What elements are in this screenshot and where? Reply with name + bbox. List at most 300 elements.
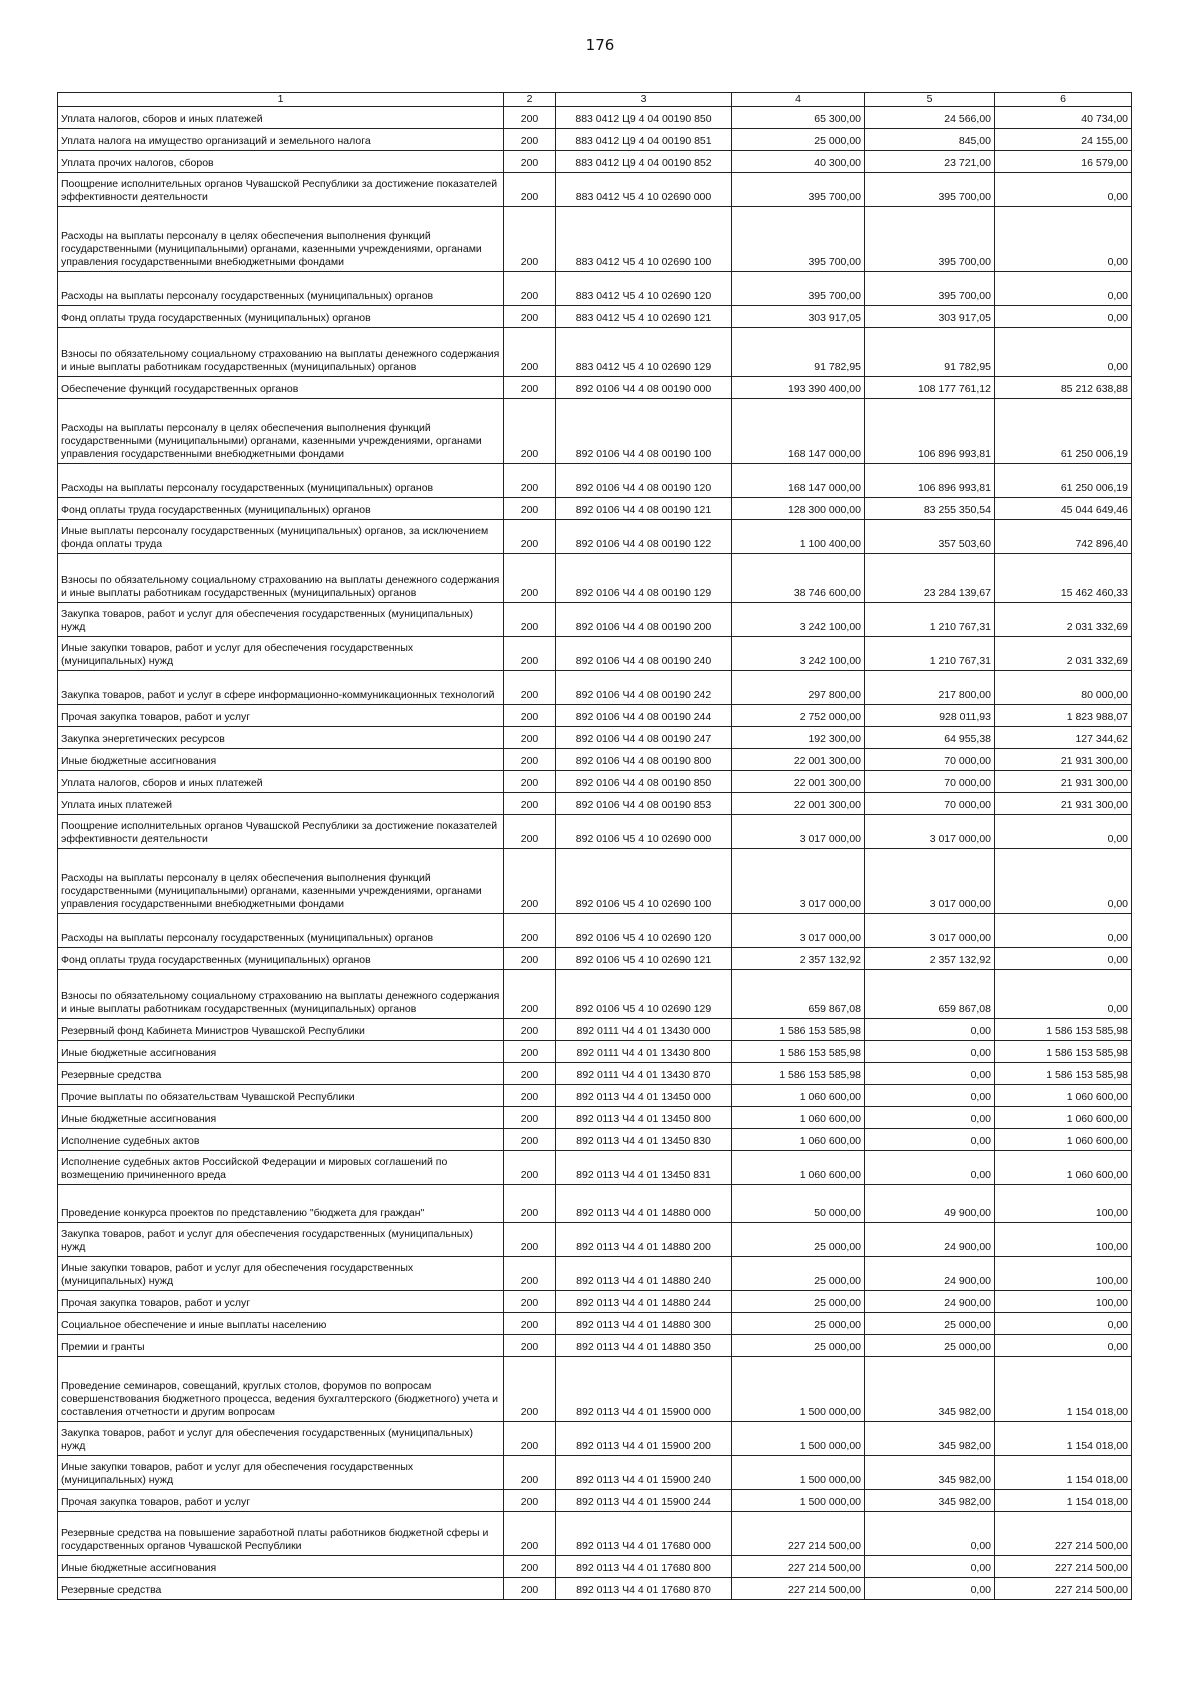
row-executed-amount: 3 017 000,00 — [865, 849, 995, 914]
row-line-code: 200 — [504, 1490, 556, 1512]
table-row — [58, 727, 1132, 749]
row-approved-amount: 2 357 132,92 — [732, 948, 865, 970]
row-name: Прочая закупка товаров, работ и услуг — [58, 1291, 504, 1313]
row-line-code: 200 — [504, 793, 556, 815]
row-unexecuted-amount: 24 155,00 — [995, 129, 1132, 151]
row-name: Резервные средства — [58, 1578, 504, 1600]
row-budget-classification: 892 0106 Ч4 4 08 00190 240 — [556, 637, 732, 671]
row-executed-amount: 345 982,00 — [865, 1490, 995, 1512]
row-budget-classification: 892 0106 Ч5 4 10 02690 121 — [556, 948, 732, 970]
row-budget-classification: 883 0412 Ц9 4 04 00190 852 — [556, 151, 732, 173]
row-budget-classification: 892 0111 Ч4 4 01 13430 800 — [556, 1041, 732, 1063]
row-executed-amount: 3 017 000,00 — [865, 914, 995, 948]
row-executed-amount: 345 982,00 — [865, 1422, 995, 1456]
row-approved-amount: 25 000,00 — [732, 129, 865, 151]
table-row — [58, 1512, 1132, 1556]
row-budget-classification: 883 0412 Ц9 4 04 00190 850 — [556, 107, 732, 129]
row-budget-classification: 892 0113 Ч4 4 01 14880 350 — [556, 1335, 732, 1357]
row-executed-amount: 0,00 — [865, 1129, 995, 1151]
row-approved-amount: 227 214 500,00 — [732, 1578, 865, 1600]
row-name: Иные бюджетные ассигнования — [58, 1556, 504, 1578]
row-budget-classification: 883 0412 Ч5 4 10 02690 120 — [556, 272, 732, 306]
row-unexecuted-amount: 1 154 018,00 — [995, 1357, 1132, 1422]
row-name: Уплата прочих налогов, сборов — [58, 151, 504, 173]
row-executed-amount: 2 357 132,92 — [865, 948, 995, 970]
row-approved-amount: 1 060 600,00 — [732, 1107, 865, 1129]
row-approved-amount: 168 147 000,00 — [732, 399, 865, 464]
row-budget-classification: 892 0106 Ч4 4 08 00190 200 — [556, 603, 732, 637]
row-unexecuted-amount: 1 060 600,00 — [995, 1129, 1132, 1151]
row-name: Взносы по обязательному социальному страхованию на выплаты денежного содержания и иные выплаты работникам государственных (муниципальных) органов — [58, 328, 504, 377]
row-executed-amount: 928 011,93 — [865, 705, 995, 727]
row-budget-classification: 892 0106 Ч4 4 08 00190 121 — [556, 498, 732, 520]
row-executed-amount: 83 255 350,54 — [865, 498, 995, 520]
row-approved-amount: 38 746 600,00 — [732, 554, 865, 603]
row-approved-amount: 3 242 100,00 — [732, 637, 865, 671]
row-approved-amount: 25 000,00 — [732, 1223, 865, 1257]
row-unexecuted-amount: 100,00 — [995, 1223, 1132, 1257]
row-executed-amount: 23 721,00 — [865, 151, 995, 173]
row-unexecuted-amount: 0,00 — [995, 815, 1132, 849]
row-line-code: 200 — [504, 1578, 556, 1600]
row-line-code: 200 — [504, 1129, 556, 1151]
row-approved-amount: 303 917,05 — [732, 306, 865, 328]
row-approved-amount: 40 300,00 — [732, 151, 865, 173]
table-row — [58, 498, 1132, 520]
row-line-code: 200 — [504, 749, 556, 771]
row-line-code: 200 — [504, 1512, 556, 1556]
row-budget-classification: 883 0412 Ц9 4 04 00190 851 — [556, 129, 732, 151]
row-executed-amount: 25 000,00 — [865, 1313, 995, 1335]
row-line-code: 200 — [504, 603, 556, 637]
row-unexecuted-amount: 15 462 460,33 — [995, 554, 1132, 603]
row-executed-amount: 395 700,00 — [865, 272, 995, 306]
row-unexecuted-amount: 21 931 300,00 — [995, 749, 1132, 771]
row-unexecuted-amount: 1 060 600,00 — [995, 1151, 1132, 1185]
row-name: Поощрение исполнительных органов Чувашской Республики за достижение показателей эффективности деятельности — [58, 815, 504, 849]
row-name: Исполнение судебных актов Российской Федерации и мировых соглашений по возмещению причиненного вреда — [58, 1151, 504, 1185]
page-number: 176 — [585, 36, 615, 54]
column-number-1: 1 — [58, 93, 504, 107]
row-unexecuted-amount: 1 154 018,00 — [995, 1490, 1132, 1512]
table-row — [58, 914, 1132, 948]
row-line-code: 200 — [504, 1151, 556, 1185]
row-executed-amount: 3 017 000,00 — [865, 815, 995, 849]
table-row — [58, 603, 1132, 637]
row-budget-classification: 883 0412 Ч5 4 10 02690 000 — [556, 173, 732, 207]
row-unexecuted-amount: 16 579,00 — [995, 151, 1132, 173]
row-approved-amount: 192 300,00 — [732, 727, 865, 749]
row-budget-classification: 892 0113 Ч4 4 01 14880 000 — [556, 1185, 732, 1223]
row-approved-amount: 297 800,00 — [732, 671, 865, 705]
row-line-code: 200 — [504, 1085, 556, 1107]
row-budget-classification: 892 0106 Ч4 4 08 00190 100 — [556, 399, 732, 464]
row-budget-classification: 883 0412 Ч5 4 10 02690 121 — [556, 306, 732, 328]
row-name: Исполнение судебных актов — [58, 1129, 504, 1151]
row-name: Прочая закупка товаров, работ и услуг — [58, 1490, 504, 1512]
row-line-code: 200 — [504, 151, 556, 173]
row-name: Прочие выплаты по обязательствам Чувашской Республики — [58, 1085, 504, 1107]
row-unexecuted-amount: 0,00 — [995, 1335, 1132, 1357]
row-name: Иные выплаты персоналу государственных (муниципальных) органов, за исключением фонда оплаты труда — [58, 520, 504, 554]
row-name: Иные закупки товаров, работ и услуг для обеспечения государственных (муниципальных) нужд — [58, 637, 504, 671]
row-unexecuted-amount: 0,00 — [995, 914, 1132, 948]
row-name: Резервные средства на повышение заработной платы работников бюджетной сферы и государственных органов Чувашской Республики — [58, 1512, 504, 1556]
row-line-code: 200 — [504, 771, 556, 793]
row-budget-classification: 892 0111 Ч4 4 01 13430 000 — [556, 1019, 732, 1041]
row-name: Уплата налога на имущество организаций и земельного налога — [58, 129, 504, 151]
row-unexecuted-amount: 1 586 153 585,98 — [995, 1041, 1132, 1063]
row-line-code: 200 — [504, 306, 556, 328]
table-row — [58, 328, 1132, 377]
row-executed-amount: 106 896 993,81 — [865, 464, 995, 498]
table-row — [58, 306, 1132, 328]
row-line-code: 200 — [504, 520, 556, 554]
row-approved-amount: 1 060 600,00 — [732, 1129, 865, 1151]
row-approved-amount: 91 782,95 — [732, 328, 865, 377]
row-executed-amount: 0,00 — [865, 1578, 995, 1600]
table-row — [58, 377, 1132, 399]
row-unexecuted-amount: 21 931 300,00 — [995, 793, 1132, 815]
row-line-code: 200 — [504, 328, 556, 377]
row-approved-amount: 22 001 300,00 — [732, 771, 865, 793]
row-name: Уплата налогов, сборов и иных платежей — [58, 107, 504, 129]
table-row — [58, 1107, 1132, 1129]
row-name: Закупка товаров, работ и услуг в сфере информационно-коммуникационных технологий — [58, 671, 504, 705]
row-line-code: 200 — [504, 1107, 556, 1129]
row-line-code: 200 — [504, 1019, 556, 1041]
row-line-code: 200 — [504, 815, 556, 849]
row-budget-classification: 892 0106 Ч4 4 08 00190 129 — [556, 554, 732, 603]
row-budget-classification: 892 0113 Ч4 4 01 14880 244 — [556, 1291, 732, 1313]
row-budget-classification: 892 0106 Ч4 4 08 00190 122 — [556, 520, 732, 554]
column-number-5: 5 — [865, 93, 995, 107]
row-name: Резервные средства — [58, 1063, 504, 1085]
row-budget-classification: 892 0106 Ч4 4 08 00190 800 — [556, 749, 732, 771]
row-executed-amount: 357 503,60 — [865, 520, 995, 554]
row-budget-classification: 892 0106 Ч4 4 08 00190 247 — [556, 727, 732, 749]
row-executed-amount: 23 284 139,67 — [865, 554, 995, 603]
row-name: Обеспечение функций государственных органов — [58, 377, 504, 399]
row-budget-classification: 892 0113 Ч4 4 01 15900 000 — [556, 1357, 732, 1422]
row-executed-amount: 395 700,00 — [865, 173, 995, 207]
row-budget-classification: 892 0113 Ч4 4 01 17680 000 — [556, 1512, 732, 1556]
table-row — [58, 520, 1132, 554]
row-unexecuted-amount: 80 000,00 — [995, 671, 1132, 705]
row-approved-amount: 50 000,00 — [732, 1185, 865, 1223]
row-executed-amount: 345 982,00 — [865, 1357, 995, 1422]
row-name: Расходы на выплаты персоналу государственных (муниципальных) органов — [58, 464, 504, 498]
row-line-code: 200 — [504, 107, 556, 129]
row-approved-amount: 1 586 153 585,98 — [732, 1019, 865, 1041]
row-line-code: 200 — [504, 1185, 556, 1223]
row-line-code: 200 — [504, 1335, 556, 1357]
row-budget-classification: 892 0113 Ч4 4 01 17680 870 — [556, 1578, 732, 1600]
row-unexecuted-amount: 40 734,00 — [995, 107, 1132, 129]
row-executed-amount: 1 210 767,31 — [865, 603, 995, 637]
row-approved-amount: 395 700,00 — [732, 207, 865, 272]
table-row — [58, 1291, 1132, 1313]
row-approved-amount: 1 500 000,00 — [732, 1490, 865, 1512]
table-row — [58, 815, 1132, 849]
row-unexecuted-amount: 1 823 988,07 — [995, 705, 1132, 727]
row-budget-classification: 892 0106 Ч4 4 08 00190 850 — [556, 771, 732, 793]
row-line-code: 200 — [504, 1291, 556, 1313]
column-number-2: 2 — [504, 93, 556, 107]
row-budget-classification: 892 0113 Ч4 4 01 15900 200 — [556, 1422, 732, 1456]
table-row — [58, 207, 1132, 272]
table-row — [58, 1257, 1132, 1291]
table-row — [58, 793, 1132, 815]
row-executed-amount: 24 900,00 — [865, 1291, 995, 1313]
row-name: Иные бюджетные ассигнования — [58, 1041, 504, 1063]
row-name: Уплата иных платежей — [58, 793, 504, 815]
row-approved-amount: 168 147 000,00 — [732, 464, 865, 498]
row-unexecuted-amount: 100,00 — [995, 1291, 1132, 1313]
row-line-code: 200 — [504, 637, 556, 671]
row-name: Проведение семинаров, совещаний, круглых столов, форумов по вопросам совершенствования бюджетного процесса, ведения бухгалтерского (бюджетного) учета и составления отчетности и другим вопросам — [58, 1357, 504, 1422]
row-approved-amount: 1 060 600,00 — [732, 1085, 865, 1107]
row-approved-amount: 22 001 300,00 — [732, 749, 865, 771]
row-budget-classification: 892 0113 Ч4 4 01 14880 240 — [556, 1257, 732, 1291]
row-name: Проведение конкурса проектов по представлению "бюджета для граждан" — [58, 1185, 504, 1223]
row-approved-amount: 25 000,00 — [732, 1313, 865, 1335]
table-row — [58, 399, 1132, 464]
row-line-code: 200 — [504, 1223, 556, 1257]
row-budget-classification: 892 0113 Ч4 4 01 14880 200 — [556, 1223, 732, 1257]
table-row — [58, 1129, 1132, 1151]
row-line-code: 200 — [504, 671, 556, 705]
row-name: Закупка энергетических ресурсов — [58, 727, 504, 749]
table-row — [58, 1357, 1132, 1422]
row-executed-amount: 24 900,00 — [865, 1223, 995, 1257]
row-executed-amount: 24 900,00 — [865, 1257, 995, 1291]
row-line-code: 200 — [504, 173, 556, 207]
table-row — [58, 1456, 1132, 1490]
row-unexecuted-amount: 1 060 600,00 — [995, 1085, 1132, 1107]
row-unexecuted-amount: 742 896,40 — [995, 520, 1132, 554]
row-unexecuted-amount: 61 250 006,19 — [995, 464, 1132, 498]
row-name: Закупка товаров, работ и услуг для обеспечения государственных (муниципальных) нужд — [58, 1422, 504, 1456]
row-budget-classification: 892 0113 Ч4 4 01 13450 830 — [556, 1129, 732, 1151]
table-row — [58, 1063, 1132, 1085]
row-approved-amount: 25 000,00 — [732, 1291, 865, 1313]
column-number-6: 6 — [995, 93, 1132, 107]
row-line-code: 200 — [504, 914, 556, 948]
row-line-code: 200 — [504, 970, 556, 1019]
row-budget-classification: 892 0113 Ч4 4 01 15900 244 — [556, 1490, 732, 1512]
table-row — [58, 554, 1132, 603]
row-executed-amount: 345 982,00 — [865, 1456, 995, 1490]
row-approved-amount: 22 001 300,00 — [732, 793, 865, 815]
row-name: Иные бюджетные ассигнования — [58, 749, 504, 771]
row-unexecuted-amount: 0,00 — [995, 173, 1132, 207]
table-row — [58, 272, 1132, 306]
row-approved-amount: 1 500 000,00 — [732, 1422, 865, 1456]
row-name: Иные бюджетные ассигнования — [58, 1107, 504, 1129]
row-executed-amount: 64 955,38 — [865, 727, 995, 749]
row-executed-amount: 25 000,00 — [865, 1335, 995, 1357]
row-unexecuted-amount: 0,00 — [995, 948, 1132, 970]
row-budget-classification: 892 0113 Ч4 4 01 14880 300 — [556, 1313, 732, 1335]
row-line-code: 200 — [504, 705, 556, 727]
table-row — [58, 1041, 1132, 1063]
row-approved-amount: 1 586 153 585,98 — [732, 1041, 865, 1063]
row-budget-classification: 892 0106 Ч4 4 08 00190 853 — [556, 793, 732, 815]
row-executed-amount: 70 000,00 — [865, 771, 995, 793]
row-line-code: 200 — [504, 377, 556, 399]
table-row — [58, 705, 1132, 727]
row-budget-classification: 892 0113 Ч4 4 01 13450 831 — [556, 1151, 732, 1185]
row-name: Расходы на выплаты персоналу в целях обеспечения выполнения функций государственными (муниципальными) органами, казенными учреждениями, органами управления государственными внебюджетными фондами — [58, 399, 504, 464]
row-approved-amount: 659 867,08 — [732, 970, 865, 1019]
table-row — [58, 1019, 1132, 1041]
row-approved-amount: 3 017 000,00 — [732, 914, 865, 948]
table-row — [58, 151, 1132, 173]
table-row — [58, 129, 1132, 151]
row-budget-classification: 892 0106 Ч4 4 08 00190 120 — [556, 464, 732, 498]
row-executed-amount: 395 700,00 — [865, 207, 995, 272]
row-executed-amount: 659 867,08 — [865, 970, 995, 1019]
row-name: Взносы по обязательному социальному страхованию на выплаты денежного содержания и иные выплаты работникам государственных (муниципальных) органов — [58, 970, 504, 1019]
row-executed-amount: 0,00 — [865, 1085, 995, 1107]
row-line-code: 200 — [504, 129, 556, 151]
row-budget-classification: 892 0113 Ч4 4 01 17680 800 — [556, 1556, 732, 1578]
row-name: Закупка товаров, работ и услуг для обеспечения государственных (муниципальных) нужд — [58, 1223, 504, 1257]
table-row — [58, 1556, 1132, 1578]
table-row — [58, 464, 1132, 498]
row-name: Иные закупки товаров, работ и услуг для обеспечения государственных (муниципальных) нужд — [58, 1456, 504, 1490]
row-approved-amount: 65 300,00 — [732, 107, 865, 129]
row-approved-amount: 193 390 400,00 — [732, 377, 865, 399]
row-executed-amount: 0,00 — [865, 1512, 995, 1556]
row-approved-amount: 1 586 153 585,98 — [732, 1063, 865, 1085]
row-name: Закупка товаров, работ и услуг для обеспечения государственных (муниципальных) нужд — [58, 603, 504, 637]
row-name: Резервный фонд Кабинета Министров Чувашской Республики — [58, 1019, 504, 1041]
row-line-code: 200 — [504, 1422, 556, 1456]
row-unexecuted-amount: 2 031 332,69 — [995, 603, 1132, 637]
row-approved-amount: 3 017 000,00 — [732, 815, 865, 849]
row-executed-amount: 303 917,05 — [865, 306, 995, 328]
table-row — [58, 637, 1132, 671]
row-budget-classification: 892 0113 Ч4 4 01 13450 800 — [556, 1107, 732, 1129]
row-executed-amount: 0,00 — [865, 1019, 995, 1041]
row-budget-classification: 892 0111 Ч4 4 01 13430 870 — [556, 1063, 732, 1085]
row-name: Фонд оплаты труда государственных (муниципальных) органов — [58, 306, 504, 328]
row-line-code: 200 — [504, 1556, 556, 1578]
row-executed-amount: 0,00 — [865, 1151, 995, 1185]
row-line-code: 200 — [504, 554, 556, 603]
row-line-code: 200 — [504, 272, 556, 306]
row-unexecuted-amount: 85 212 638,88 — [995, 377, 1132, 399]
row-executed-amount: 0,00 — [865, 1041, 995, 1063]
table-row — [58, 1223, 1132, 1257]
row-line-code: 200 — [504, 1063, 556, 1085]
row-budget-classification: 892 0106 Ч5 4 10 02690 000 — [556, 815, 732, 849]
row-name: Иные закупки товаров, работ и услуг для обеспечения государственных (муниципальных) нужд — [58, 1257, 504, 1291]
row-unexecuted-amount: 0,00 — [995, 970, 1132, 1019]
row-approved-amount: 227 214 500,00 — [732, 1512, 865, 1556]
row-approved-amount: 1 500 000,00 — [732, 1456, 865, 1490]
row-line-code: 200 — [504, 1357, 556, 1422]
table-row — [58, 749, 1132, 771]
table-row — [58, 1578, 1132, 1600]
row-unexecuted-amount: 1 154 018,00 — [995, 1422, 1132, 1456]
row-unexecuted-amount: 127 344,62 — [995, 727, 1132, 749]
row-executed-amount: 217 800,00 — [865, 671, 995, 705]
row-unexecuted-amount: 227 214 500,00 — [995, 1578, 1132, 1600]
row-name: Взносы по обязательному социальному страхованию на выплаты денежного содержания и иные выплаты работникам государственных (муниципальных) органов — [58, 554, 504, 603]
row-name: Фонд оплаты труда государственных (муниципальных) органов — [58, 498, 504, 520]
table-row — [58, 970, 1132, 1019]
table-row — [58, 948, 1132, 970]
row-name: Расходы на выплаты персоналу государственных (муниципальных) органов — [58, 272, 504, 306]
row-name: Поощрение исполнительных органов Чувашской Республики за достижение показателей эффективности деятельности — [58, 173, 504, 207]
row-executed-amount: 1 210 767,31 — [865, 637, 995, 671]
row-unexecuted-amount: 0,00 — [995, 1313, 1132, 1335]
row-unexecuted-amount: 0,00 — [995, 849, 1132, 914]
row-approved-amount: 25 000,00 — [732, 1335, 865, 1357]
row-line-code: 200 — [504, 399, 556, 464]
column-number-4: 4 — [732, 93, 865, 107]
row-approved-amount: 25 000,00 — [732, 1257, 865, 1291]
row-line-code: 200 — [504, 1456, 556, 1490]
row-executed-amount: 70 000,00 — [865, 749, 995, 771]
row-executed-amount: 106 896 993,81 — [865, 399, 995, 464]
row-executed-amount: 91 782,95 — [865, 328, 995, 377]
row-executed-amount: 108 177 761,12 — [865, 377, 995, 399]
row-approved-amount: 3 017 000,00 — [732, 849, 865, 914]
table-row — [58, 771, 1132, 793]
row-line-code: 200 — [504, 948, 556, 970]
row-unexecuted-amount: 0,00 — [995, 328, 1132, 377]
row-line-code: 200 — [504, 464, 556, 498]
row-unexecuted-amount: 227 214 500,00 — [995, 1556, 1132, 1578]
row-budget-classification: 892 0106 Ч4 4 08 00190 000 — [556, 377, 732, 399]
row-budget-classification: 883 0412 Ч5 4 10 02690 129 — [556, 328, 732, 377]
table-row — [58, 1313, 1132, 1335]
column-number-3: 3 — [556, 93, 732, 107]
row-approved-amount: 1 500 000,00 — [732, 1357, 865, 1422]
row-line-code: 200 — [504, 727, 556, 749]
row-budget-classification: 892 0113 Ч4 4 01 13450 000 — [556, 1085, 732, 1107]
row-executed-amount: 0,00 — [865, 1556, 995, 1578]
column-number-row — [58, 93, 1132, 107]
row-unexecuted-amount: 100,00 — [995, 1257, 1132, 1291]
row-executed-amount: 70 000,00 — [865, 793, 995, 815]
row-line-code: 200 — [504, 498, 556, 520]
row-unexecuted-amount: 0,00 — [995, 207, 1132, 272]
budget-execution-table — [57, 92, 1132, 1600]
row-budget-classification: 892 0106 Ч4 4 08 00190 244 — [556, 705, 732, 727]
table-row — [58, 1151, 1132, 1185]
row-name: Фонд оплаты труда государственных (муниципальных) органов — [58, 948, 504, 970]
table-row — [58, 1085, 1132, 1107]
row-approved-amount: 128 300 000,00 — [732, 498, 865, 520]
table-row — [58, 1185, 1132, 1223]
row-approved-amount: 1 100 400,00 — [732, 520, 865, 554]
row-budget-classification: 892 0106 Ч4 4 08 00190 242 — [556, 671, 732, 705]
row-approved-amount: 395 700,00 — [732, 272, 865, 306]
row-name: Расходы на выплаты персоналу государственных (муниципальных) органов — [58, 914, 504, 948]
row-approved-amount: 1 060 600,00 — [732, 1151, 865, 1185]
table-row — [58, 1490, 1132, 1512]
row-name: Уплата налогов, сборов и иных платежей — [58, 771, 504, 793]
row-unexecuted-amount: 45 044 649,46 — [995, 498, 1132, 520]
table-row — [58, 671, 1132, 705]
row-budget-classification: 892 0113 Ч4 4 01 15900 240 — [556, 1456, 732, 1490]
table-row — [58, 849, 1132, 914]
